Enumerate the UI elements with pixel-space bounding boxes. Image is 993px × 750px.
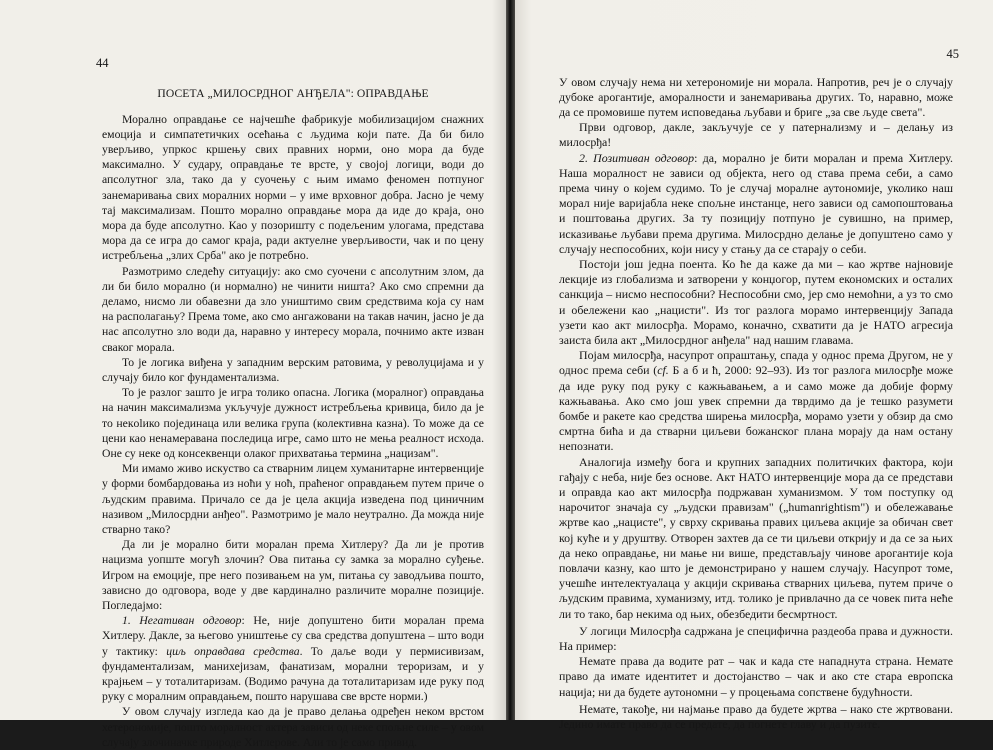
- paragraph-text: . То даље води у пермисивизам, фундаментализам, манихејизам, фанатизам, морални тероризам, и у крајњем – у тоталитаризам. (Водимо рачуна да тоталитаризам иде руку под руку с моралним оправдањем, пошто нарушава све врсте норми.): [102, 645, 484, 704]
- paragraph-text: : Не, није допуштено бити моралан према Хитлеру. Дакле, за његово уништење су сва средства допуштена – што води у тактику:: [102, 614, 484, 657]
- right-page-number: 45: [559, 48, 959, 61]
- paragraph: Ми имамо живо искуство са стварним лицем хуманитарне интервенције у форми бомбардовања из ноћи у ноћ, праћеног оправдањем путем приче о људским правима. Причало се да је цела акција изведена под циничним називом „Милосрдни анђео". Размотримо је мало неутрално. Да можда није стварно тако?: [102, 461, 484, 537]
- paragraph-text: Б а б и ћ, 2000: 92–93). Из тог разлога милосрђе може да иде руку под руку с кажњавањем, а и само може да добије форму кажњавања. Ако смо још увек спремни да тврдимо да је тешко разумети бомбе и ракете као средства ширења милосрђа, морамо узети у обзир да смо смртна бића и да стварни циљеви божанског плана морају да нам остану непознати.: [559, 363, 953, 453]
- paragraph: Први одговор, дакле, закључује се у патернализму и – делању из милосрђа!: [559, 120, 953, 150]
- left-page-number: 44: [96, 57, 484, 70]
- right-page-body: [559, 75, 953, 733]
- paragraph: [102, 613, 484, 704]
- paragraph: Немате, такође, ни најмање право да будете жртва – нако сте жртвовани. Једино имате право да се предате, да погнете главу и да пузите.: [559, 702, 953, 732]
- paragraph: Постоји још једна поента. Ко ће да каже да ми – као жртве најновије лекције из глобализма и затворени у конџогор, путем економских и осталих санкција – нисмо неспособни? Неспособни смо, јер смо немоћни, а уз то смо и обележени као „нацисти". Из тог разлога морамо интервенцију Запада узети као акт милосрђа. Морамо, коначно, схватити да је НАТО агресија заиста била акт „Милосрдног анђела" над нашим главама.: [559, 257, 953, 348]
- paragraph: У овом случају нема ни хетерономије ни морала. Напротив, реч је о случају дубоке арогантије, аморалности и занемаривања других. То, наравно, може да се промовише путем исповедања љубави и бриге „за све људе света".: [559, 75, 953, 121]
- positive-answer-label: 2. Позитиван одговор: [579, 151, 694, 165]
- paragraph: Немате права да водите рат – чак и када сте нападнута страна. Немате право да имате идентитет и достојанство – чак и ако сте стара европска нација; ни да будете аутономни – у процењама сопствене будућности.: [559, 654, 953, 700]
- paragraph: [559, 348, 953, 454]
- chapter-heading: ПОСЕТА „МИЛОСРДНОГ АНЂЕЛА": ОПРАВДАЊЕ: [102, 87, 484, 100]
- paragraph: У овом случају изгледа као да је право делања одређен неком врстом хетерономије, пошто моралност актера зависи од неке спољне силе – у овом случају злочиначке природе Хитлерове. Али то је само привид.: [102, 704, 484, 750]
- paragraph: То је разлог зашто је игра толико опасна. Логика (моралног) оправдања на начин максимализма укључује дужност истребљења кривица, било да је то некolико појединаца или велика група (колективна казна). То може да се цени као ненамеравана последица игре, само што не мења реалност исхода. Оне су неке од консеквенци олаког прихватања термина „нацизам".: [102, 385, 484, 461]
- right-page: [515, 0, 993, 720]
- emphasis: циљ оправдава средства: [166, 645, 299, 658]
- paragraph: [559, 151, 953, 257]
- paragraph-text: : да, морално је бити моралан и према Хитлеру. Наша моралност не зависи од објекта, него од става према себи, а само према чину о којем судимо. То је случај моралне аутономије, уколико наш морал није варијабла неке спољне инстанце, него зависи од самопоштовања и поштовања других. За ту позицију потпуно је сувишно, на пример, исказивање љубави према другима. Милосрдно делање је допуштено само у случају неспособних, који нису у стању да се старају о себи.: [559, 151, 953, 256]
- paragraph: То је логика виђена у западним верским ратовима, у револуцијама и у случају било ког фундаментализма.: [102, 355, 484, 385]
- paragraph-text: Појам милосрђа, насупрот опраштању, спада у однос према Другом, не у однос према себи (: [559, 348, 953, 377]
- paragraph: Аналогија између бога и крупних западних политичких фактора, који гађају с неба, није без основе. Акт НАТО интервенције мора да се представи и оправда као акт милосрђа подржаван хуманизмом. У том поступку од нарочитог значаја су „људски правизам" („humanrightism") и обележавање жртве као „нацисте", у сврху скривања правих циљева акције за обичан свет кој куће и у друштву. Отворен захтев да се ти циљеви открију и да се за њих да неко оправдање, ни мање ни више, представљају чинове арогантије која повлачи казну, као што је демонстрирано у нашем случају. Насупрот томе, учешће интелектуалаца у акцији скривања стварних циљева, путем приче о људским правима, хуманизму, итд. толико је привлачно да се човек пита неће ли то тако, бар некима од њих, обезбедити бесмртност.: [559, 455, 953, 622]
- paragraph: Размотримо следећу ситуацију: ако смо суочени с апсолутним злом, да ли би било морално (и нормално) не чинити ништа? Ако смо спремни да деламо, нисмо ли обавезни да зло уништимо свим средствима која су нам на располагању? Према томе, ако смо ангажовани на такав начин, јасно је да нас апсолутно зло води да, наравно у интересу морала, почнимо акте изван сваког морала.: [102, 264, 484, 355]
- paragraph: У логици Милосрђа садржана је специфична раздеоба права и дужности. На пример:: [559, 624, 953, 654]
- left-page-body: [102, 87, 484, 750]
- paragraph: Да ли је морално бити моралан према Хитлеру? Да ли је против нацизма уопште могућ злочин? Ова питања су замка за морално суђење. Игром на емоције, пре него позивањем на ум, питања су заводљива пошто, зависно до одговора, воде у две кардинално различите моралне позиције. Погледајмо:: [102, 537, 484, 613]
- negative-answer-label: 1. Негативан одговор: [122, 614, 242, 627]
- book-gutter: [506, 0, 515, 720]
- left-page: [0, 0, 506, 720]
- paragraph: Морално оправдање се најчешће фабрикује мобилизацијом снажних емоција и симпатетичких осећања с људима који пате. Да би било уверљиво, упркос кршењу свих правних норми, оно мора да буде максимално. У судару, оправдање те врсте, у својој логици, води до апсолутног зла, тако да у суочењу с њим имамо феномен потпуног занемаривања свих моралних норми – у име врховног добра. Јасно је чему тај максимализам. Пошто морално оправдање мора да иде до краја, оно мора да буде апсолутно. Као у позоришту с подељеним улогама, представа мора да се игра до самог краја, ради актуелне уверљивости, чак и по цену истребљења „злих Срба" ако је потребно.: [102, 112, 484, 264]
- emphasis: cf.: [657, 363, 669, 377]
